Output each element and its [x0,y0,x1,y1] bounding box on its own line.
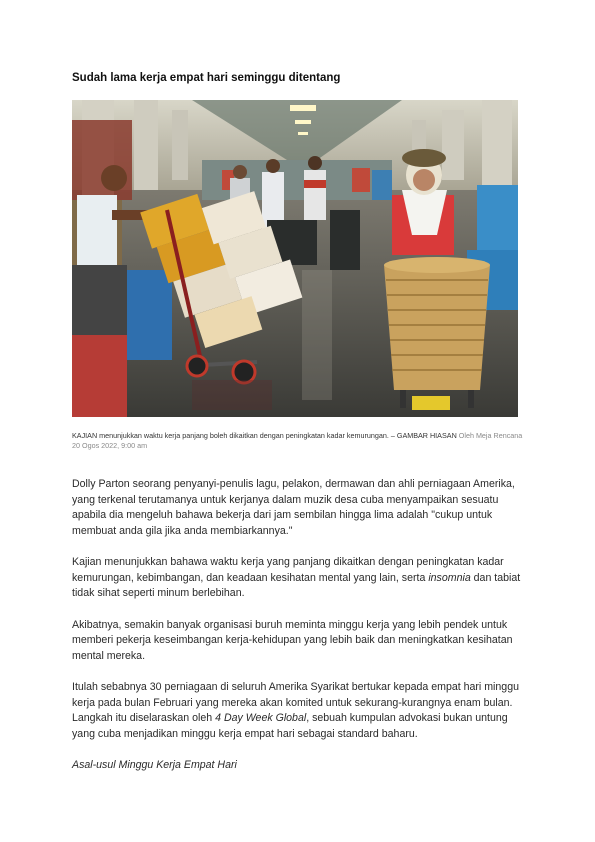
paragraph-2-text-a: Kajian menunjukkan bahawa waktu kerja yang panjang dikaitkan dengan peningkatan kadar kemurungan, kebimbangan, dan keadaan kesihatan mental yang lain, serta [72,556,504,584]
article-headline: Sudah lama kerja empat hari seminggu ditentang [72,72,341,84]
article-byline: Oleh Meja Rencana 20 Ogos 2022, 9:00 am [72,431,523,450]
paragraph-4-text-a: Itulah sebabnya 30 perniagaan di seluruh Amerika Syarikat bertukar kepada empat hari minggu kerja pada bulan Februari yang mereka akan komited untuk sekurang-kurangnya enam bulan. Langkah itu diselaraskan oleh [72,681,519,724]
caption-text: KAJIAN menunjukkan waktu kerja panjang boleh dikaitkan dengan peningkatan kadar kemurungan. – GAMBAR HIASAN [72,431,457,440]
paragraph-4 [72,680,522,742]
paragraph-4-emphasis: 4 Day Week Global [215,712,307,724]
paragraph-2 [72,555,522,602]
article-photo [72,100,518,417]
section-subheading: Asal-usul Minggu Kerja Empat Hari [72,759,237,771]
paragraph-2-emphasis: insomnia [428,571,471,584]
paragraph-4-text-b: , sebuah kumpulan advokasi bukan untung yang cuba menjadikan minggu kerja empat hari sebagai standard baharu. [72,712,508,740]
paragraph-1: Dolly Parton seorang penyanyi-penulis lagu, pelakon, dermawan dan ahli perniagaan Amerika, yang terkenal terutamanya untuk kerjanya dalam muzik desa cuba menyampaikan sesuatu apabila dia mengeluh bahawa bekerja dari jam sembilan hingga lima adalah "cukup untuk membuat anda gila jika anda membiarkannya." [72,478,515,537]
market-scene-image [72,100,518,417]
photo-caption [72,431,524,450]
article-body [72,477,522,790]
paragraph-2-text-b: dan tabiat tidak sihat seperti minum berlebihan. [72,571,521,599]
paragraph-3: Akibatnya, semakin banyak organisasi buruh meminta minggu kerja yang lebih pendek untuk memberi pekerja keseimbangan kerja-kehidupan yang lebih baik dan meningkatkan kesihatan mental mereka. [72,618,513,662]
